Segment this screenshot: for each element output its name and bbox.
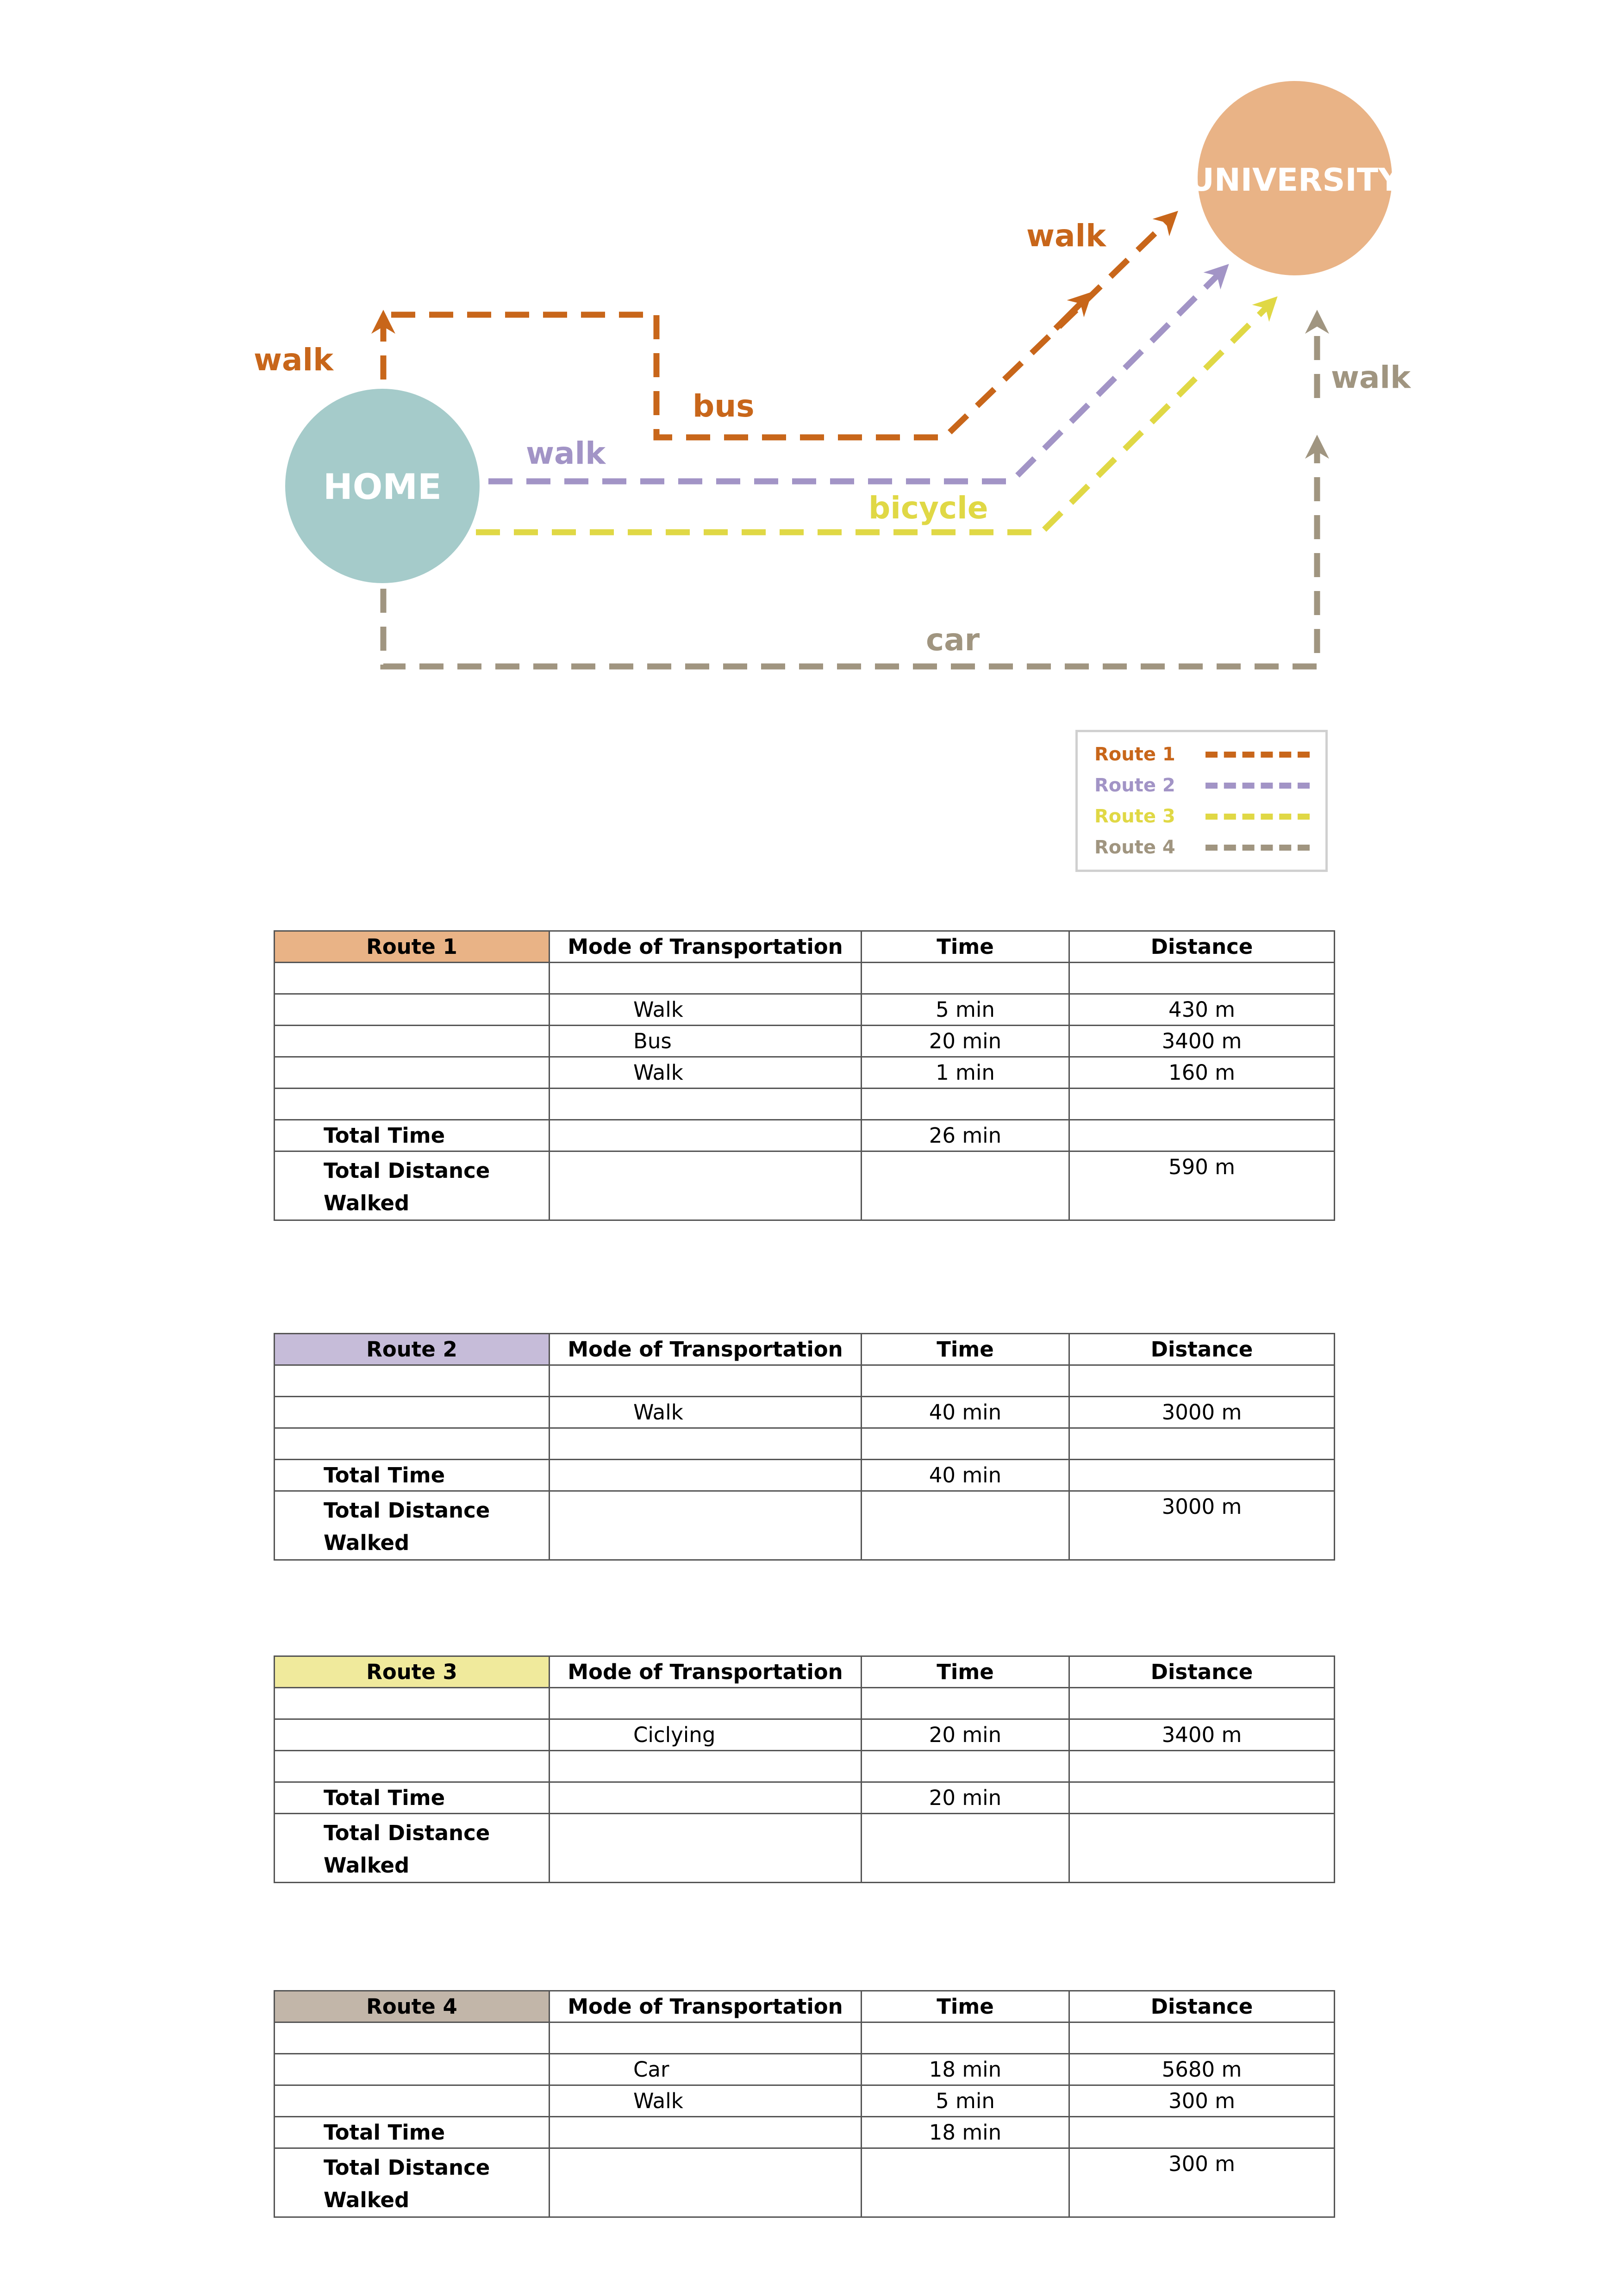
total-time-label: Total Time (275, 1782, 550, 1814)
route-1-table (274, 930, 1335, 1221)
table-row (275, 2022, 1335, 2054)
route-3-table (274, 1655, 1335, 1883)
total-distance-label: Total Distance Walked (275, 1491, 550, 1560)
total-time-value: 18 min (862, 2117, 1069, 2148)
route-title: Route 3 (275, 1656, 550, 1688)
total-distance-value: 3000 m (1069, 1491, 1335, 1560)
route-3-bicycle-label: bicycle (868, 490, 988, 526)
table-header-row (275, 1991, 1335, 2022)
route-1-walk-end-label: walk (1026, 218, 1106, 254)
table-row (275, 963, 1335, 994)
mode-cell: Walk (550, 1057, 862, 1089)
route-1-mid-arrow (1056, 299, 1086, 329)
distance-cell: 3000 m (1069, 1397, 1335, 1428)
legend-label: Route 1 (1094, 744, 1175, 765)
time-cell: 20 min (862, 1719, 1069, 1751)
table-row (275, 2054, 1335, 2085)
table-header-row (275, 1334, 1335, 1365)
legend-item-route-1 (1094, 740, 1310, 768)
distance-cell: 430 m (1069, 994, 1335, 1026)
legend-label: Route 3 (1094, 806, 1175, 827)
total-distance-label: Total Distance Walked (275, 1151, 550, 1220)
header-mode: Mode of Transportation (550, 1656, 862, 1688)
table-row (275, 1719, 1335, 1751)
mode-cell: Walk (550, 994, 862, 1026)
legend-label: Route 2 (1094, 775, 1175, 796)
total-time-value: 26 min (862, 1120, 1069, 1151)
time-cell: 1 min (862, 1057, 1069, 1089)
route-1-bus-label: bus (693, 388, 755, 424)
total-distance-row (275, 1814, 1335, 1883)
total-time-value: 40 min (862, 1460, 1069, 1491)
table-row (275, 1397, 1335, 1428)
legend-swatch (1206, 845, 1310, 851)
time-cell: 40 min (862, 1397, 1069, 1428)
header-time: Time (862, 1334, 1069, 1365)
header-mode: Mode of Transportation (550, 931, 862, 963)
mode-cell: Ciclying (550, 1719, 862, 1751)
route-2-walk-label: walk (526, 436, 606, 471)
total-distance-label: Total Distance Walked (275, 2148, 550, 2217)
header-distance: Distance (1069, 1991, 1335, 2022)
header-time: Time (862, 1656, 1069, 1688)
legend (1075, 730, 1328, 872)
mode-cell: Walk (550, 1397, 862, 1428)
total-time-row (275, 1460, 1335, 1491)
total-time-label: Total Time (275, 2117, 550, 2148)
header-distance: Distance (1069, 931, 1335, 963)
home-label: HOME (323, 466, 442, 507)
route-2-table (274, 1333, 1335, 1561)
route-4-table (274, 1990, 1335, 2218)
distance-cell: 3400 m (1069, 1719, 1335, 1751)
route-title: Route 1 (275, 931, 550, 963)
mode-cell: Bus (550, 1026, 862, 1057)
total-distance-label: Total Distance Walked (275, 1814, 550, 1883)
table-row (275, 1688, 1335, 1719)
total-distance-value (1069, 1814, 1335, 1883)
table-row (275, 994, 1335, 1026)
header-time: Time (862, 1991, 1069, 2022)
route-title: Route 2 (275, 1334, 550, 1365)
distance-cell: 160 m (1069, 1057, 1335, 1089)
total-distance-row (275, 2148, 1335, 2217)
route-4-walk-label: walk (1331, 360, 1411, 395)
route-4-car-label: car (926, 622, 980, 658)
table-header-row (275, 1656, 1335, 1688)
header-distance: Distance (1069, 1656, 1335, 1688)
legend-label: Route 4 (1094, 837, 1175, 858)
table-row (275, 1365, 1335, 1397)
total-time-row (275, 2117, 1335, 2148)
distance-cell: 300 m (1069, 2085, 1335, 2117)
table-row (275, 1751, 1335, 1782)
legend-item-route-3 (1094, 803, 1310, 830)
table-header-row (275, 931, 1335, 963)
mode-cell: Car (550, 2054, 862, 2085)
header-distance: Distance (1069, 1334, 1335, 1365)
total-distance-value: 300 m (1069, 2148, 1335, 2217)
total-distance-row (275, 1491, 1335, 1560)
total-time-label: Total Time (275, 1460, 550, 1491)
total-distance-row (275, 1151, 1335, 1220)
total-time-row (275, 1782, 1335, 1814)
total-distance-value: 590 m (1069, 1151, 1335, 1220)
mode-cell: Walk (550, 2085, 862, 2117)
table-row (275, 1026, 1335, 1057)
time-cell: 5 min (862, 994, 1069, 1026)
total-time-label: Total Time (275, 1120, 550, 1151)
time-cell: 5 min (862, 2085, 1069, 2117)
distance-cell: 3400 m (1069, 1026, 1335, 1057)
legend-item-route-4 (1094, 834, 1310, 861)
total-time-value: 20 min (862, 1782, 1069, 1814)
route-4-path (383, 319, 1317, 666)
table-row (275, 2085, 1335, 2117)
legend-swatch (1206, 752, 1310, 758)
legend-swatch (1206, 814, 1310, 820)
table-row (275, 1089, 1335, 1120)
legend-swatch (1206, 783, 1310, 789)
university-label: UNIVERSITY (1188, 162, 1401, 199)
legend-item-route-2 (1094, 772, 1310, 799)
header-time: Time (862, 931, 1069, 963)
table-row (275, 1428, 1335, 1460)
distance-cell: 5680 m (1069, 2054, 1335, 2085)
route-diagram (0, 0, 1624, 722)
header-mode: Mode of Transportation (550, 1334, 862, 1365)
route-title: Route 4 (275, 1991, 550, 2022)
table-row (275, 1057, 1335, 1089)
total-time-row (275, 1120, 1335, 1151)
time-cell: 18 min (862, 2054, 1069, 2085)
route-1-walk-start-label: walk (254, 342, 334, 378)
time-cell: 20 min (862, 1026, 1069, 1057)
header-mode: Mode of Transportation (550, 1991, 862, 2022)
